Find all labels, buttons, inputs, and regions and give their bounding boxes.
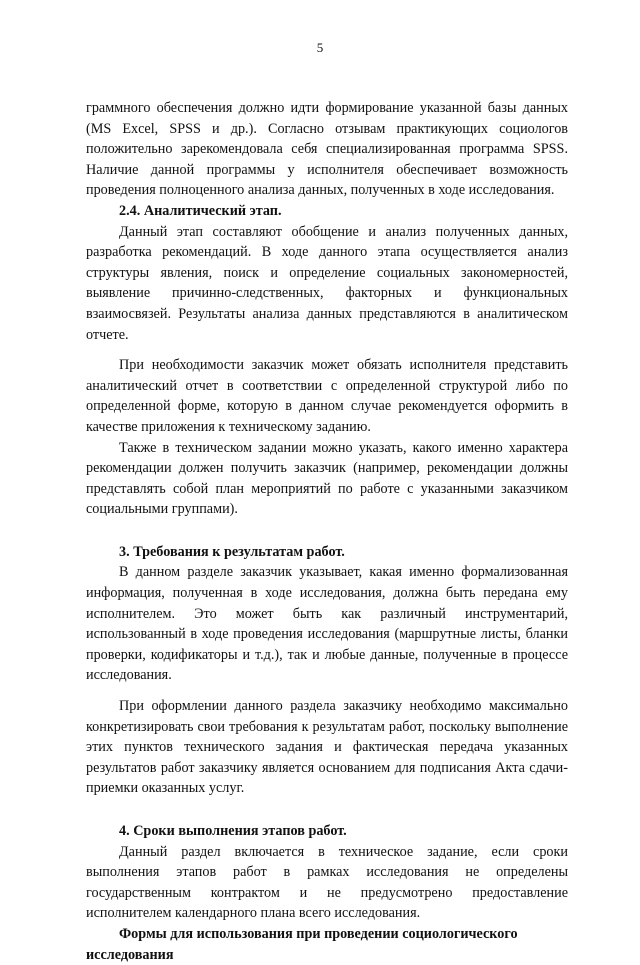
section-3-paragraph: При оформлении данного раздела заказчику необходимо максимально конкретизировать свои требования к результатам работ, поскольку выполнение этих пунктов технического задания и фактическая передача указанных результатов работ заказчику является основанием для подписания Акта сдачи-приемки оказанных услуг. <box>86 698 568 797</box>
page-content <box>86 98 568 965</box>
forms-heading <box>86 924 568 965</box>
intro-paragraph: граммного обеспечения должно идти формирование указанной базы данных (MS Excel, SPSS и др.). Согласно отзывам практикующих социологов положительно зарекомендовала себя специализированная программа SPSS. Наличие данной программы у исполнителя обеспечивает возможность проведения полноценного анализа данных, полученных в ходе исследования. <box>86 100 568 199</box>
section-2-4-paragraph: Также в техническом задании можно указать, какого именно характера рекомендации должен получить заказчик (например, рекомендации должны представлять собой план мероприятий по работе с указанными заказчиком социальными группами). <box>86 439 568 518</box>
section-2-4-paragraph: Данный этап составляют обобщение и анализ полученных данных, разработка рекомендаций. В ходе данного этапа осуществляется анализ структуры явления, поиск и определение социальных закономерностей, выявление причинно-следственных, факторных и функциональных взаимосвязей. Результаты анализа данных представляются в аналитическом отчете. <box>86 223 568 343</box>
section-3-paragraph: В данном разделе заказчик указывает, какая именно формализованная информация, полученная в ходе исследования, должна быть передана ему исполнителем. Это может быть как различный инструментарий, использованный в ходе проведения исследования (маршрутные листы, бланки проверки, кодификаторы и т.д.), так и любые данные, полученные в процессе исследования. <box>86 564 568 684</box>
page-number: 5 <box>316 40 324 55</box>
section-3-heading: 3. Требования к результатам работ. <box>119 543 345 560</box>
forms-heading-line2: исследования <box>86 946 174 963</box>
section-2-4-heading: 2.4. Аналитический этап. <box>119 202 282 219</box>
section-2-4-paragraph: При необходимости заказчик может обязать исполнителя представить аналитический отчет в соответствии с определенной структурой либо по определенной форме, которую в данном случае рекомендуется оформить в качестве приложения к техническому заданию. <box>86 357 568 435</box>
section-4-paragraph: Данный раздел включается в техническое задание, если сроки выполнения этапов работ в рамках исследования не определены государственным контрактом и не предусмотрено предоставление исполнителем календарного плана всего исследования. <box>86 843 568 922</box>
forms-heading-line1: Формы для использования при проведении социологического <box>119 925 518 942</box>
section-4-heading: 4. Сроки выполнения этапов работ. <box>119 823 347 839</box>
